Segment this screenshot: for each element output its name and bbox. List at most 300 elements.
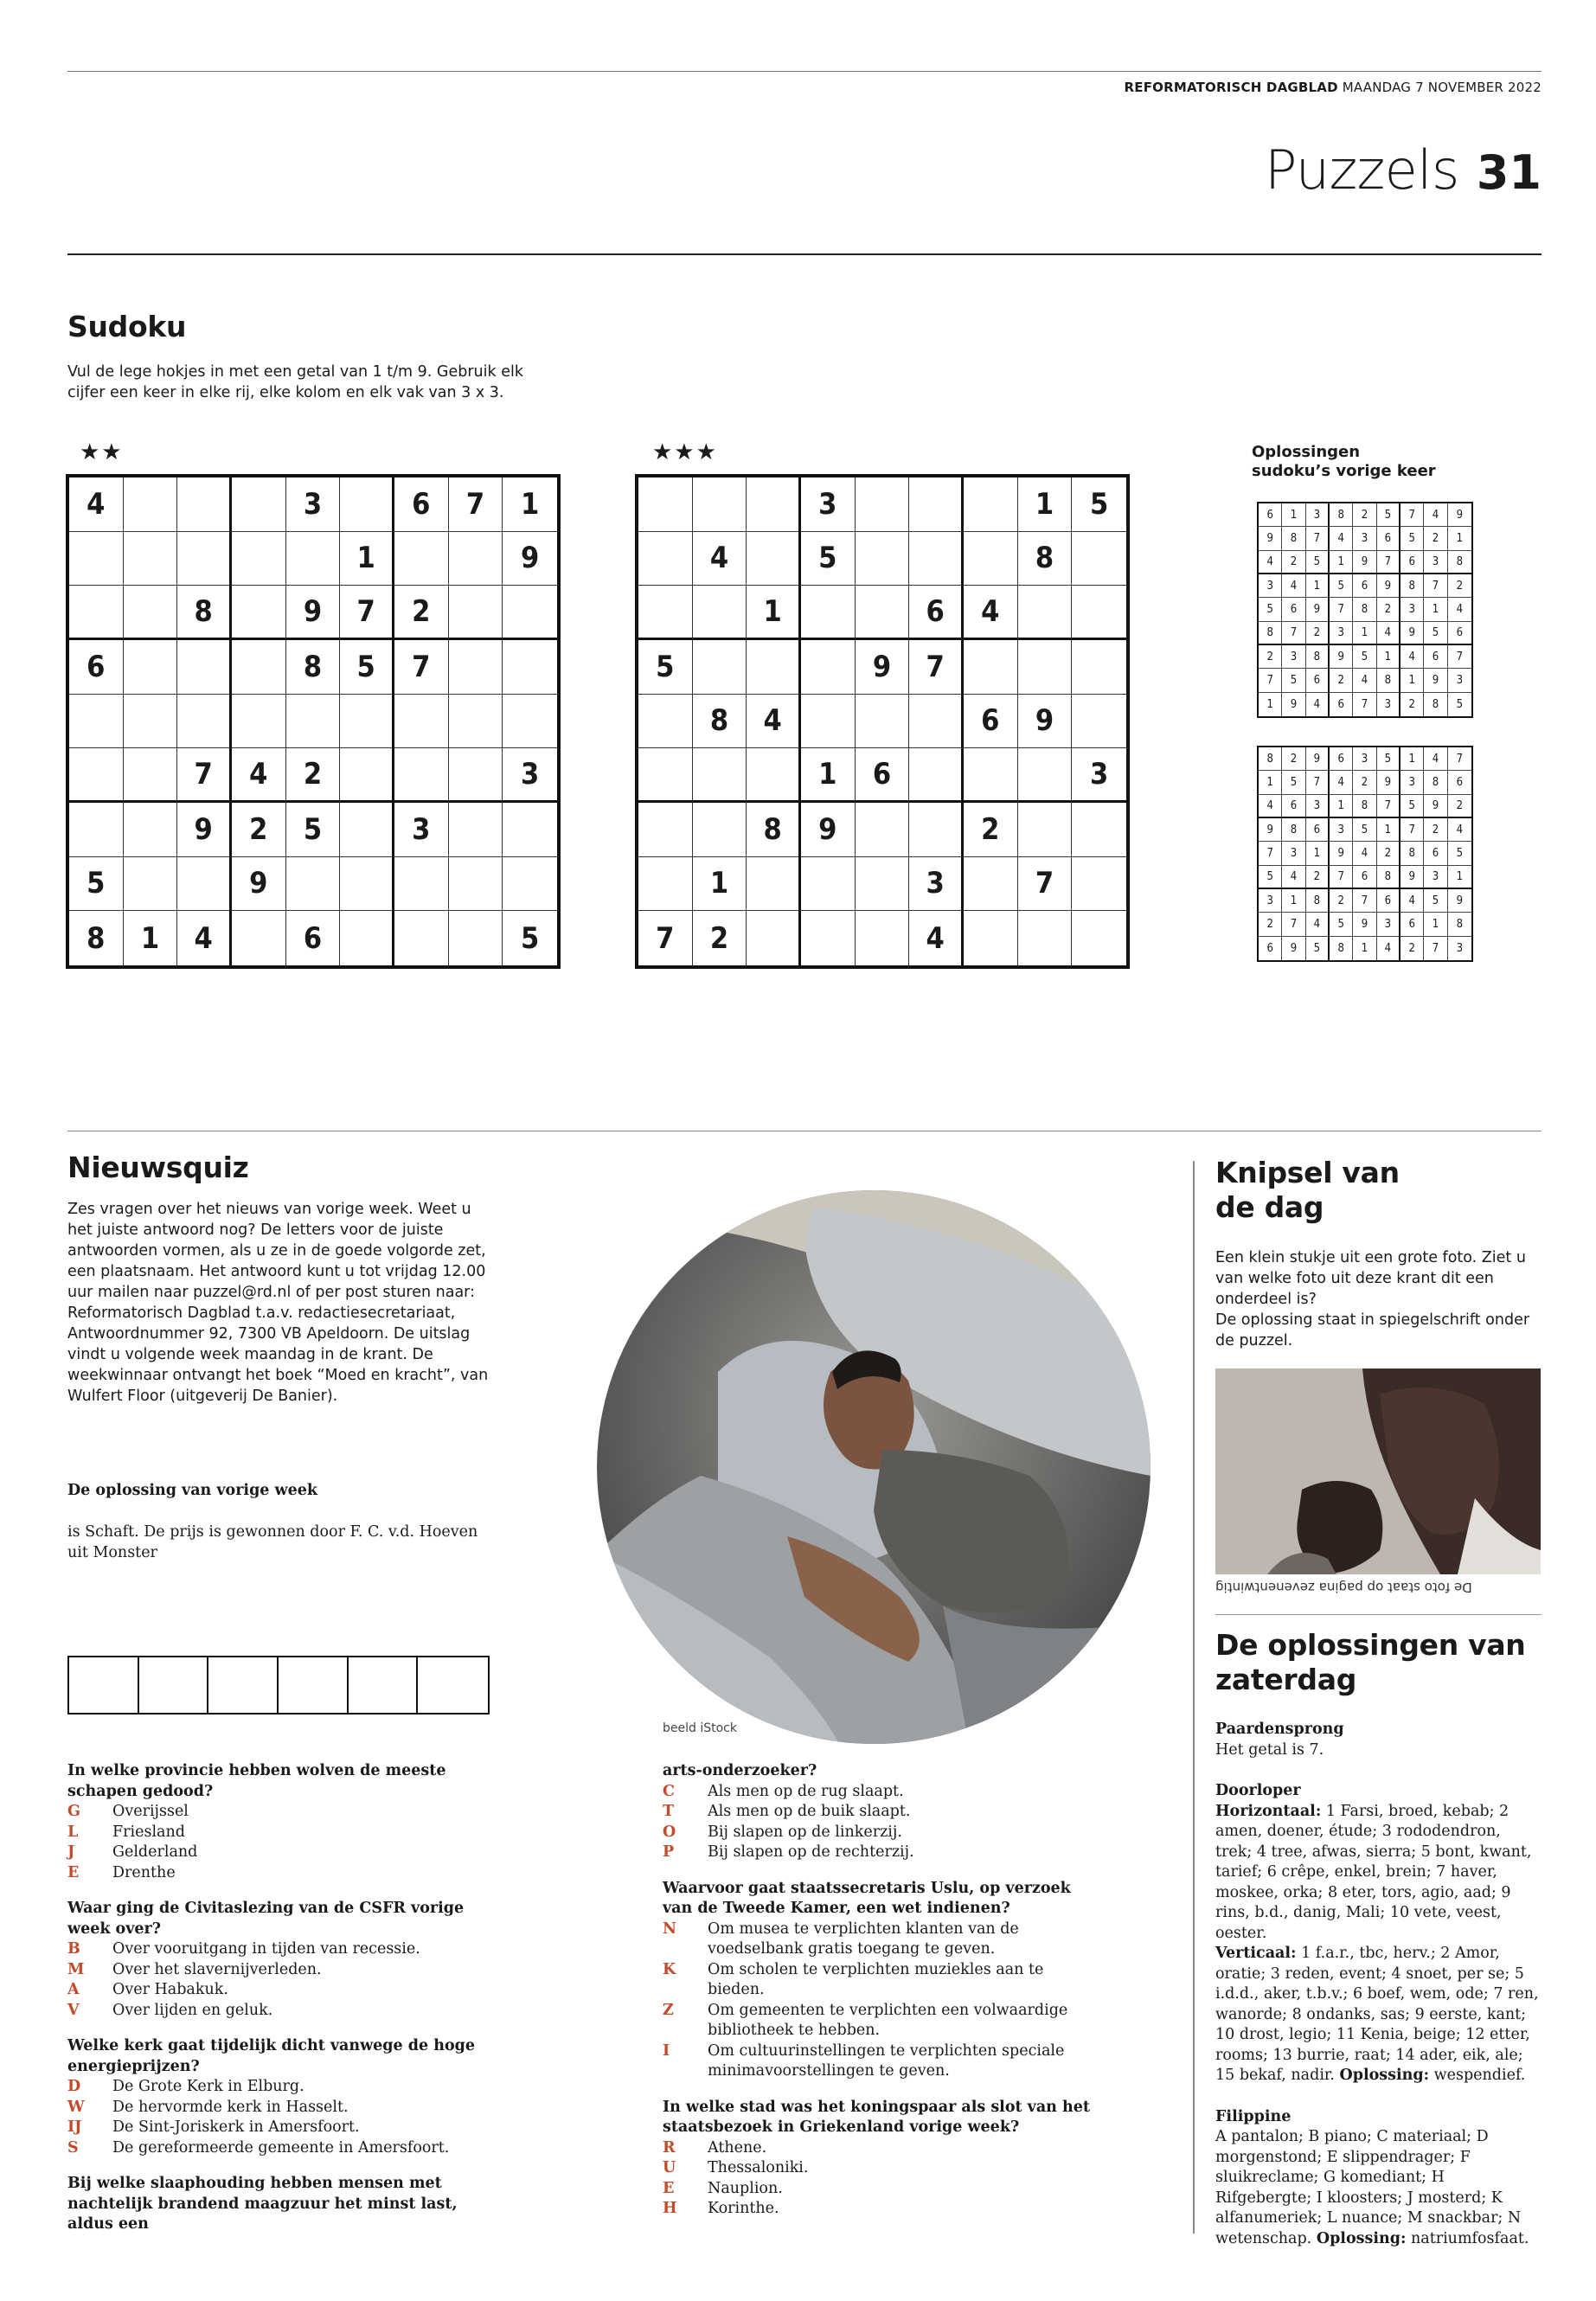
option-text: De hervormde kerk in Hasselt.: [112, 2098, 349, 2116]
option-letter: T: [663, 1803, 675, 1820]
option-letter: C: [663, 1782, 675, 1800]
sudoku-cell: [69, 586, 124, 640]
paardensprong-heading: Paardensprong: [1215, 1721, 1344, 1738]
sudoku-cell: 8: [286, 640, 341, 695]
sudoku-cell: 6: [1424, 645, 1447, 669]
answer-option[interactable]: [67, 2118, 500, 2138]
question-4-end: [663, 1761, 1095, 1863]
sudoku-cell: 9: [1424, 795, 1447, 818]
answer-option[interactable]: [663, 2179, 1095, 2200]
question-text: In welke provincie hebben wolven de meeste schapen gedood?: [67, 1762, 446, 1800]
sudoku-cell: 4: [1282, 574, 1305, 598]
sudoku-cell: [124, 803, 178, 857]
header-rule: [67, 253, 1542, 255]
sudoku-cell: [964, 857, 1018, 912]
sudoku-cell: 1: [747, 586, 801, 640]
sudoku-cell: 6: [1424, 842, 1447, 865]
question-3: [67, 2036, 500, 2158]
sudoku-cell: 5: [1259, 866, 1282, 889]
sudoku-cell: 6: [1306, 818, 1330, 842]
option-letter: O: [663, 1823, 676, 1841]
answer-option[interactable]: [67, 1939, 500, 1960]
answer-option[interactable]: [663, 2138, 1095, 2159]
sudoku-cell: 5: [801, 532, 856, 586]
sudoku-cell: 7: [394, 640, 449, 695]
sudoku-cell: 9: [1377, 771, 1401, 794]
sudoku-cell: 1: [1448, 866, 1471, 889]
sudoku-cell: [964, 640, 1018, 695]
sudoku-cell: 2: [1401, 693, 1424, 716]
sudoku-cell: [1072, 857, 1126, 912]
sudoku-cell: [340, 748, 394, 803]
option-text: De gereformeerde gemeente in Amersfoort.: [112, 2138, 450, 2157]
option-text: Om musea te verplichten klanten van de voedselbank gratis toegang te geven.: [708, 1920, 1019, 1958]
sudoku-cell: [177, 478, 232, 532]
sudoku-cell: 9: [1018, 695, 1073, 749]
sudoku-cell: 2: [1448, 574, 1471, 598]
option-letter: K: [663, 1960, 676, 1978]
page-number: 31: [1476, 145, 1542, 200]
sudoku-cell: [394, 532, 449, 586]
sudoku-cell: 6: [1330, 747, 1353, 771]
sudoku-cell: 3: [1306, 795, 1330, 818]
answer-option[interactable]: [67, 1863, 500, 1884]
sudoku-cell: 8: [1282, 527, 1305, 550]
sudoku-cell: 1: [1330, 795, 1353, 818]
sudoku-cell: 5: [1330, 913, 1353, 936]
sudoku-cell: [1072, 695, 1126, 749]
sudoku-cell: 5: [1377, 747, 1401, 771]
sudoku-cell: 5: [1448, 842, 1471, 865]
sudoku-cell: 7: [1424, 574, 1447, 598]
column-divider: [1193, 1161, 1195, 2234]
sudoku-cell: 5: [340, 640, 394, 695]
sudoku-cell: 9: [1424, 669, 1447, 692]
sudoku-cell: 7: [1401, 818, 1424, 842]
answer-option[interactable]: [67, 2098, 500, 2118]
sudoku-cell: [638, 748, 693, 803]
doorloper-verticaal: Verticaal: 1 f.a.r., tbc, herv.; 2 Amor, oratie; 3 reden, event; 4 snoet, per se; 5 i.d.d., aker, t.b.v.; 6 boef, wem, ode; 7 ren, wanorde; 8 ondanks, sas; 9 eerste, kant; 10 drost, legio; 11 Kenia, beige; 12 etter, rooms; 13 burrie, raat; 14 ader, eik, ale; 15 bekaf, nadir. Oplossing: wespendief.: [1215, 1945, 1539, 2084]
answer-option[interactable]: [663, 2001, 1095, 2041]
sudoku-cell: 4: [1424, 503, 1447, 527]
option-letter: Z: [663, 2001, 674, 2019]
sudoku-cell: 9: [1330, 842, 1353, 865]
quiz-title: Nieuwsquiz: [67, 1150, 249, 1184]
sudoku-cell: [856, 478, 910, 532]
sudoku-cell: 9: [1377, 574, 1401, 598]
sudoku-cell: 4: [1424, 747, 1447, 771]
sudoku-cell: [747, 640, 801, 695]
sudoku-cell: 8: [1401, 842, 1424, 865]
sudoku-cell: 2: [1353, 503, 1376, 527]
sudoku-cell: 8: [1018, 532, 1073, 586]
option-text: Als men op de rug slaapt.: [708, 1782, 904, 1800]
sudoku-cell: [286, 695, 341, 749]
sudoku-cell: 4: [1377, 937, 1401, 960]
sudoku-cell: [747, 478, 801, 532]
sudoku-cell: 4: [1330, 527, 1353, 550]
option-text: Om gemeenten te verplichten een volwaardige bibliotheek te hebben.: [708, 2001, 1068, 2039]
sudoku-cell: 7: [1259, 669, 1282, 692]
sudoku-cell: [801, 911, 856, 965]
sudoku-cell: 3: [1282, 842, 1305, 865]
sudoku-cell: [449, 911, 503, 965]
sudoku-cell: 3: [1401, 598, 1424, 621]
sudoku-cell: [124, 857, 178, 912]
sudoku-cell: [69, 803, 124, 857]
sudoku-cell: 7: [1282, 622, 1305, 645]
sudoku-cell: 6: [1448, 622, 1471, 645]
sudoku-cell: 7: [1259, 842, 1282, 865]
option-text: Als men op de buik slaapt.: [708, 1803, 911, 1820]
sudoku-cell: 8: [69, 911, 124, 965]
option-letter: S: [67, 2138, 79, 2157]
sudoku-cell: 5: [1401, 795, 1424, 818]
sudoku-cell: 6: [286, 911, 341, 965]
sudoku-cell: 8: [1306, 645, 1330, 669]
question-text: Bij welke slaaphouding hebben mensen met nachtelijk brandend maagzuur het minst last, aldus een: [67, 2175, 458, 2233]
question-6: [663, 2098, 1095, 2220]
sudoku-cell: 3: [1259, 889, 1282, 913]
sudoku-cell: 1: [1282, 889, 1305, 913]
option-text: De Sint-Joriskerk in Amersfoort.: [112, 2118, 360, 2136]
sudoku-cell: 8: [1448, 551, 1471, 574]
sudoku-cell: [638, 478, 693, 532]
sudoku-cell: [1072, 911, 1126, 965]
sudoku-cell: 9: [1448, 889, 1471, 913]
sudoku-cell: 6: [1330, 693, 1353, 716]
quiz-intro: Zes vragen over het nieuws van vorige week. Weet u het juiste antwoord nog? De letters voor de juiste antwoorden vormen, als u ze in de goede volgorde zet, een plaatsnaam. Het antwoord kunt u tot vrijdag 12.00 uur mailen naar puzzel@rd.nl of per post sturen naar: Reformatorisch Dagblad t.a.v. redactiesecretariaat, Antwoordnummer 92, 7300 VB Apeldoorn. De uitslag vindt u volgende week maandag in de krant. De weekwinnaar ontvangt het boek “Moed en kracht”, van Wulfert Floor (uitgeverij De Banier).: [67, 1201, 489, 1405]
sudoku-cell: 1: [340, 532, 394, 586]
answer-option[interactable]: [663, 2199, 1095, 2220]
sudoku-cell: [503, 640, 557, 695]
sudoku-cell: 5: [1456, 697, 1464, 711]
sudoku-cell: 9: [177, 803, 232, 857]
sudoku-cell: [286, 532, 341, 586]
sudoku-cell: 2: [1377, 842, 1401, 865]
sudoku-cell: 3: [503, 748, 557, 803]
option-letter: G: [67, 1803, 80, 1820]
option-letter: A: [67, 1981, 80, 1998]
sudoku-cell: [1018, 803, 1073, 857]
sudoku-cell: 6: [394, 478, 449, 532]
sudoku-cell: 4: [1401, 889, 1424, 913]
sudoku-cell: [693, 478, 747, 532]
sudoku-cell: [638, 586, 693, 640]
sudoku-cell: [856, 803, 910, 857]
sleeping-man-image: [597, 1190, 1151, 1744]
sudoku-cell: [449, 586, 503, 640]
answer-option[interactable]: [663, 2158, 1095, 2179]
sudoku-cell: 7: [638, 911, 693, 965]
option-text: Nauplion.: [708, 2179, 783, 2197]
sudoku-cell: 2: [1330, 889, 1353, 913]
sudoku-cell: 3: [1072, 748, 1126, 803]
sudoku-cell: [124, 640, 178, 695]
option-letter: W: [67, 2098, 85, 2116]
sudoku-cell: [801, 695, 856, 749]
sudoku-cell: 2: [1306, 622, 1330, 645]
question-5: [663, 1879, 1095, 2082]
answer-option[interactable]: [67, 1843, 500, 1863]
sudoku-cell: 4: [232, 748, 286, 803]
answer-option[interactable]: [67, 1802, 500, 1823]
knipsel-intro-2: De oplossing staat in spiegelschrift onder de puzzel.: [1215, 1311, 1530, 1349]
option-text: Athene.: [708, 2138, 767, 2157]
sudoku-cell: 8: [1448, 913, 1471, 936]
sudoku-cell: 3: [1424, 551, 1447, 574]
sudoku-cell: 8: [1259, 747, 1282, 771]
sudoku-cell: 3: [801, 478, 856, 532]
sudoku-cell: 2: [1282, 747, 1305, 771]
sudoku-cell: 9: [1401, 866, 1424, 889]
answer-option[interactable]: [663, 1843, 1095, 1863]
knipsel-image: [1215, 1368, 1541, 1574]
sudoku-cell: 6: [69, 640, 124, 695]
sudoku-cell: 3: [1377, 693, 1401, 716]
sudoku-cell: 5: [1424, 889, 1447, 913]
sudoku-cell: [801, 640, 856, 695]
answer-option[interactable]: [663, 1960, 1095, 2001]
sudoku-cell: [232, 478, 286, 532]
sudoku-cell: 5: [1072, 478, 1126, 532]
sudoku-cell: 1: [124, 911, 178, 965]
sudoku-cell: 7: [1018, 857, 1073, 912]
option-text: Friesland: [112, 1823, 185, 1841]
sudoku-cell: 6: [1353, 866, 1376, 889]
sudoku-cell: 3: [286, 478, 341, 532]
sudoku-cell: 8: [1401, 574, 1424, 598]
sudoku-cell: 6: [1377, 527, 1401, 550]
option-letter: H: [663, 2200, 677, 2217]
answer-box: [418, 1657, 488, 1713]
sudoku-cell: 9: [1259, 527, 1282, 550]
sudoku-cell: [394, 911, 449, 965]
sudoku-cell: [394, 857, 449, 912]
sudoku-cell: 5: [521, 920, 540, 956]
sudoku-cell: 3: [394, 803, 449, 857]
option-text: Thessaloniki.: [708, 2159, 809, 2176]
answer-option[interactable]: [67, 1823, 500, 1843]
quiz-column-middle: [663, 1761, 1095, 2220]
solutions-title: De oplossingen van zaterdag: [1215, 1628, 1526, 1696]
sudoku-cell: 1: [1306, 574, 1330, 598]
sudoku-cell: 3: [1282, 645, 1305, 669]
sudoku-cell: 2: [1401, 937, 1424, 960]
filippine-text: A pantalon; B piano; C materiaal; D morgenstond; E slippendrager; F sluikreclame; G komediant; H Rifgebergte; I kloosters; J mosterd; K alfanumeriek; L nuance; M snackbar; N wetenschap. Oplossing: natriumfosfaat.: [1215, 2128, 1529, 2247]
sudoku-cell: [232, 695, 286, 749]
answer-option[interactable]: [67, 2077, 500, 2098]
sudoku-cell: 6: [1401, 913, 1424, 936]
sudoku-cell: [1072, 586, 1126, 640]
sudoku-cell: [856, 857, 910, 912]
option-text: De Grote Kerk in Elburg.: [112, 2078, 304, 2095]
sudoku-cell: 5: [1353, 818, 1376, 842]
sudoku-cell: [1072, 640, 1126, 695]
sudoku-cell: [638, 803, 693, 857]
sudoku-cell: [1018, 911, 1073, 965]
option-text: Overijssel: [112, 1803, 189, 1820]
sudoku-cell: 4: [1448, 818, 1471, 842]
sudoku-cell: [503, 586, 557, 640]
sudoku-cell: [747, 748, 801, 803]
sudoku-cell: [503, 695, 557, 749]
sudoku-cell: [340, 857, 394, 912]
sudoku-cell: 1: [1353, 622, 1376, 645]
sudoku-cell: 9: [1306, 747, 1330, 771]
answer-option[interactable]: [663, 1920, 1095, 1960]
sudoku-cell: [1072, 803, 1126, 857]
option-letter: U: [663, 2159, 676, 2176]
sudoku-cell: 7: [340, 586, 394, 640]
sudoku-cell: 7: [177, 748, 232, 803]
sudoku-cell: 2: [1424, 818, 1447, 842]
sudoku-cell: 1: [693, 857, 747, 912]
sudoku-cell: 8: [747, 803, 801, 857]
sudoku-cell: 1: [801, 748, 856, 803]
option-text: Drenthe: [112, 1863, 176, 1881]
sudoku-cell: [449, 803, 503, 857]
sudoku-cell: 5: [1330, 574, 1353, 598]
masthead: [1125, 80, 1542, 95]
sudoku-cell: 1: [1259, 693, 1282, 716]
sudoku-cell: 9: [856, 640, 910, 695]
sudoku-cell: 7: [1330, 866, 1353, 889]
sudoku-cell: 7: [1353, 693, 1376, 716]
section-header: [1265, 138, 1542, 208]
sudoku-cell: 8: [1306, 889, 1330, 913]
sudoku-cell: 7: [1401, 503, 1424, 527]
answer-option[interactable]: [67, 1980, 500, 2001]
sudoku-cell: [232, 640, 286, 695]
sudoku-cell: [964, 748, 1018, 803]
answer-option[interactable]: [663, 2041, 1095, 2082]
sudoku-cell: 1: [1424, 913, 1447, 936]
option-text: Over Habakuk.: [112, 1981, 228, 1998]
sudoku-cell: [394, 748, 449, 803]
sudoku-cell: 2: [1448, 795, 1471, 818]
option-text: Over het slavernijverleden.: [112, 1960, 322, 1978]
sudoku-cell: [69, 532, 124, 586]
sudoku-cell: [177, 695, 232, 749]
sudoku-cell: 4: [1330, 771, 1353, 794]
sudoku-cell: 8: [1259, 622, 1282, 645]
sudoku-cell: [909, 532, 964, 586]
sudoku-cell: 5: [1259, 598, 1282, 621]
option-text: Over lijden en geluk.: [112, 2001, 273, 2019]
option-letter: M: [67, 1960, 85, 1978]
sudoku-cell: 7: [909, 640, 964, 695]
sudoku-cell: 8: [1330, 503, 1353, 527]
sudoku-cell: 2: [1424, 527, 1447, 550]
sudoku-cell: 2: [1377, 598, 1401, 621]
sudoku-cell: [449, 695, 503, 749]
sudoku-cell: 9: [1282, 937, 1305, 960]
difficulty-stars-2: ★★★: [652, 439, 718, 465]
solution-grid-1: [1257, 502, 1473, 718]
sudoku-cell: 6: [909, 586, 964, 640]
sudoku-cell: [503, 803, 557, 857]
sudoku-cell: 7: [1306, 527, 1330, 550]
sudoku-cell: 9: [1448, 503, 1471, 527]
answer-option[interactable]: [663, 1823, 1095, 1843]
answer-option[interactable]: [67, 2001, 500, 2022]
quiz-column-left: [67, 1761, 500, 2235]
sudoku-cell: 6: [1353, 574, 1376, 598]
option-text: Bij slapen op de rechterzij.: [708, 1843, 914, 1861]
question-text: arts-onderzoeker?: [663, 1762, 817, 1779]
sudoku-cell: [856, 911, 910, 965]
option-text: Over vooruitgang in tijden van recessie.: [112, 1940, 420, 1958]
sudoku-cell: [964, 478, 1018, 532]
sudoku-cell: 4: [1306, 913, 1330, 936]
sudoku-cell: 1: [1353, 937, 1376, 960]
sudoku-cell: [340, 911, 394, 965]
knipsel-title: Knipsel van de dag: [1215, 1156, 1400, 1224]
sudoku-cell: [124, 532, 178, 586]
sudoku-cell: [801, 857, 856, 912]
sudoku-cell: [909, 478, 964, 532]
sudoku-cell: 2: [286, 748, 341, 803]
option-letter: N: [663, 1920, 676, 1938]
sudoku-cell: 5: [1306, 551, 1330, 574]
sudoku-cell: [340, 478, 394, 532]
sudoku-cell: 7: [1353, 889, 1376, 913]
answer-option[interactable]: [663, 1782, 1095, 1803]
sudoku-cell: 2: [964, 803, 1018, 857]
sudoku-cell: 3: [1377, 913, 1401, 936]
sudoku-cell: 1: [1018, 478, 1073, 532]
sudoku-cell: [232, 911, 286, 965]
sudoku-cell: [747, 532, 801, 586]
sudoku-cell: 5: [1424, 622, 1447, 645]
sudoku-cell: 4: [1401, 645, 1424, 669]
sudoku-cell: [964, 532, 1018, 586]
answer-box: [69, 1657, 139, 1713]
sudoku-cell: 8: [1353, 795, 1376, 818]
top-rule: [67, 71, 1542, 72]
sudoku-cell: 4: [747, 695, 801, 749]
option-letter: P: [663, 1843, 675, 1861]
sudoku-cell: [394, 695, 449, 749]
sudoku-cell: 1: [1448, 527, 1471, 550]
question-1: [67, 1761, 500, 1883]
sudoku-cell: [449, 640, 503, 695]
sudoku-cell: 9: [232, 857, 286, 912]
sudoku-cell: 6: [1377, 889, 1401, 913]
answer-box: [208, 1657, 279, 1713]
sudoku-cell: 5: [638, 640, 693, 695]
solution-grid-2: [1257, 746, 1473, 962]
option-letter: V: [67, 2001, 80, 2019]
answer-option[interactable]: [67, 2138, 500, 2159]
doorloper-horizontaal: Horizontaal: 1 Farsi, broed, kebab; 2 amen, doener, étude; 3 rododendron, trek; 4 tree, afwas, sierra; 5 bont, kwant, tarief; 6 crêpe, enkel, brein; 7 haver, moskee, orka; 8 eter, tors, agio, aad; 9 rins, b.d., danig, Mali; 10 vete, veest, oester.: [1215, 1802, 1532, 1942]
filippine-heading: Filippine: [1215, 2107, 1292, 2125]
sudoku-cell: 3: [1330, 818, 1353, 842]
option-text: Om scholen te verplichten muziekles aan te bieden.: [708, 1960, 1044, 1998]
sudoku-cell: 4: [1377, 622, 1401, 645]
sudoku-cell: 6: [1401, 551, 1424, 574]
solutions-heading: Oplossingen sudoku’s vorige keer: [1252, 443, 1436, 480]
sudoku-cell: 9: [1353, 913, 1376, 936]
sudoku-cell: [1018, 640, 1073, 695]
sudoku-cell: 8: [177, 586, 232, 640]
sudoku-cell: [856, 695, 910, 749]
answer-option[interactable]: [663, 1802, 1095, 1823]
sudoku-cell: 5: [1401, 527, 1424, 550]
question-2: [67, 1899, 500, 2021]
answer-option[interactable]: [67, 1960, 500, 1981]
